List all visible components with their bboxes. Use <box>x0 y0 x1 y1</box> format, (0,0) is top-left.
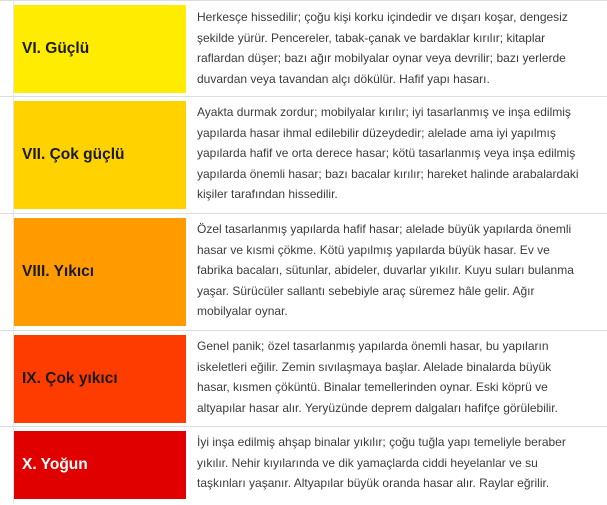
table-row-x <box>0 426 607 505</box>
description-line: yapılarda hafif ve orta derece hasar; kötü tasarlanmış veya inşa edilmiş <box>197 146 576 160</box>
description-line: Genel panik; özel tasarlanmış yapılarda önemli hasar, bu yapıların <box>197 339 549 353</box>
intensity-label: IX. Çok yıkıcı <box>22 370 118 387</box>
description-line: yapılarda önemli hasar; bazı bacalar kırılır; hareket halinde arabalardaki <box>197 166 579 181</box>
description-line: şekilde yürür. Pencereler, tabak-çanak ve bardaklar kırılır; kitaplar <box>197 30 546 45</box>
description-line: yapılarda hasar ihmal edilebilir düzeydedir; alelade ama iyi yapılmış <box>197 125 556 140</box>
description-cell-viii <box>197 219 603 322</box>
description-line: hasar ve kısmi çökme. Kötü yapılmış yapılarda büyük hasar. Ev ve <box>197 242 550 257</box>
description-line: yaşar. Sürücüler sallantı sebebiyle araç süremez hâle gelir. Ağır <box>197 283 535 298</box>
intensity-cell-vii <box>14 101 186 209</box>
description-cell-ix <box>197 336 603 418</box>
description-line: İyi inşa edilmiş ahşap binalar yıkılır; çoğu tuğla yapı temeliyle beraber <box>197 435 566 449</box>
description-line: fabrika bacaları, sütunlar, abideler, duvarlar yıkılır. Kuyu suları bulanma <box>197 263 574 277</box>
table-row-vi <box>0 0 607 97</box>
intensity-label: VIII. Yıkıcı <box>22 263 95 280</box>
intensity-cell-ix <box>14 335 186 423</box>
description-line: taşkınları yaşanır. Altyapılar büyük oranda hasar alır. Raylar eğrilir. <box>197 476 550 490</box>
description-line: mobilyalar oynar. <box>197 304 288 318</box>
description-cell-x <box>197 432 603 494</box>
intensity-cell-x <box>14 431 186 499</box>
description-line: altyapılar hasar alır. Yeryüzünde deprem dalgaları hafifçe görülebilir. <box>197 400 558 415</box>
intensity-label: VII. Çok güçlü <box>22 146 125 163</box>
table-row-viii <box>0 213 607 331</box>
table-row-ix <box>0 330 607 427</box>
description-line: hasar, kısmen çöküntü. Binalar temellerinden oynar. Eski köprü ve <box>197 380 548 394</box>
intensity-label: X. Yoğun <box>22 456 88 473</box>
description-line: yıkılır. Nehir kıyılarında ve dik yamaçlarda ciddi heyelanlar ve su <box>197 455 538 470</box>
description-line: raflardan düşer; bazı ağır mobilyalar oynar veya devrilir; bazı yerlerde <box>197 51 566 65</box>
description-cell-vi <box>197 7 603 89</box>
table-row-vii <box>0 96 607 214</box>
description-cell-vii <box>197 102 603 205</box>
description-line: Herkesçe hissedilir; çoğu kişi korku içindedir ve dışarı koşar, dengesiz <box>197 10 568 24</box>
description-line: Özel tasarlanmış yapılarda hafif hasar; alelade büyük yapılarda önemli <box>197 222 572 236</box>
intensity-label: VI. Güçlü <box>22 40 90 57</box>
intensity-cell-vi <box>14 5 186 93</box>
description-line: kişiler tarafından hissedilir. <box>197 187 338 201</box>
description-line: Ayakta durmak zordur; mobilyalar kırılır; iyi tasarlanmış ve inşa edilmiş <box>197 105 571 119</box>
description-line: iskeletleri eğilir. Zemin sıvılaşmaya başlar. Alelade binalarda büyük <box>197 359 552 374</box>
description-line: duvardan veya tavandan alçı dökülür. Hafif yapı hasarı. <box>197 71 490 86</box>
intensity-cell-viii <box>14 218 186 326</box>
